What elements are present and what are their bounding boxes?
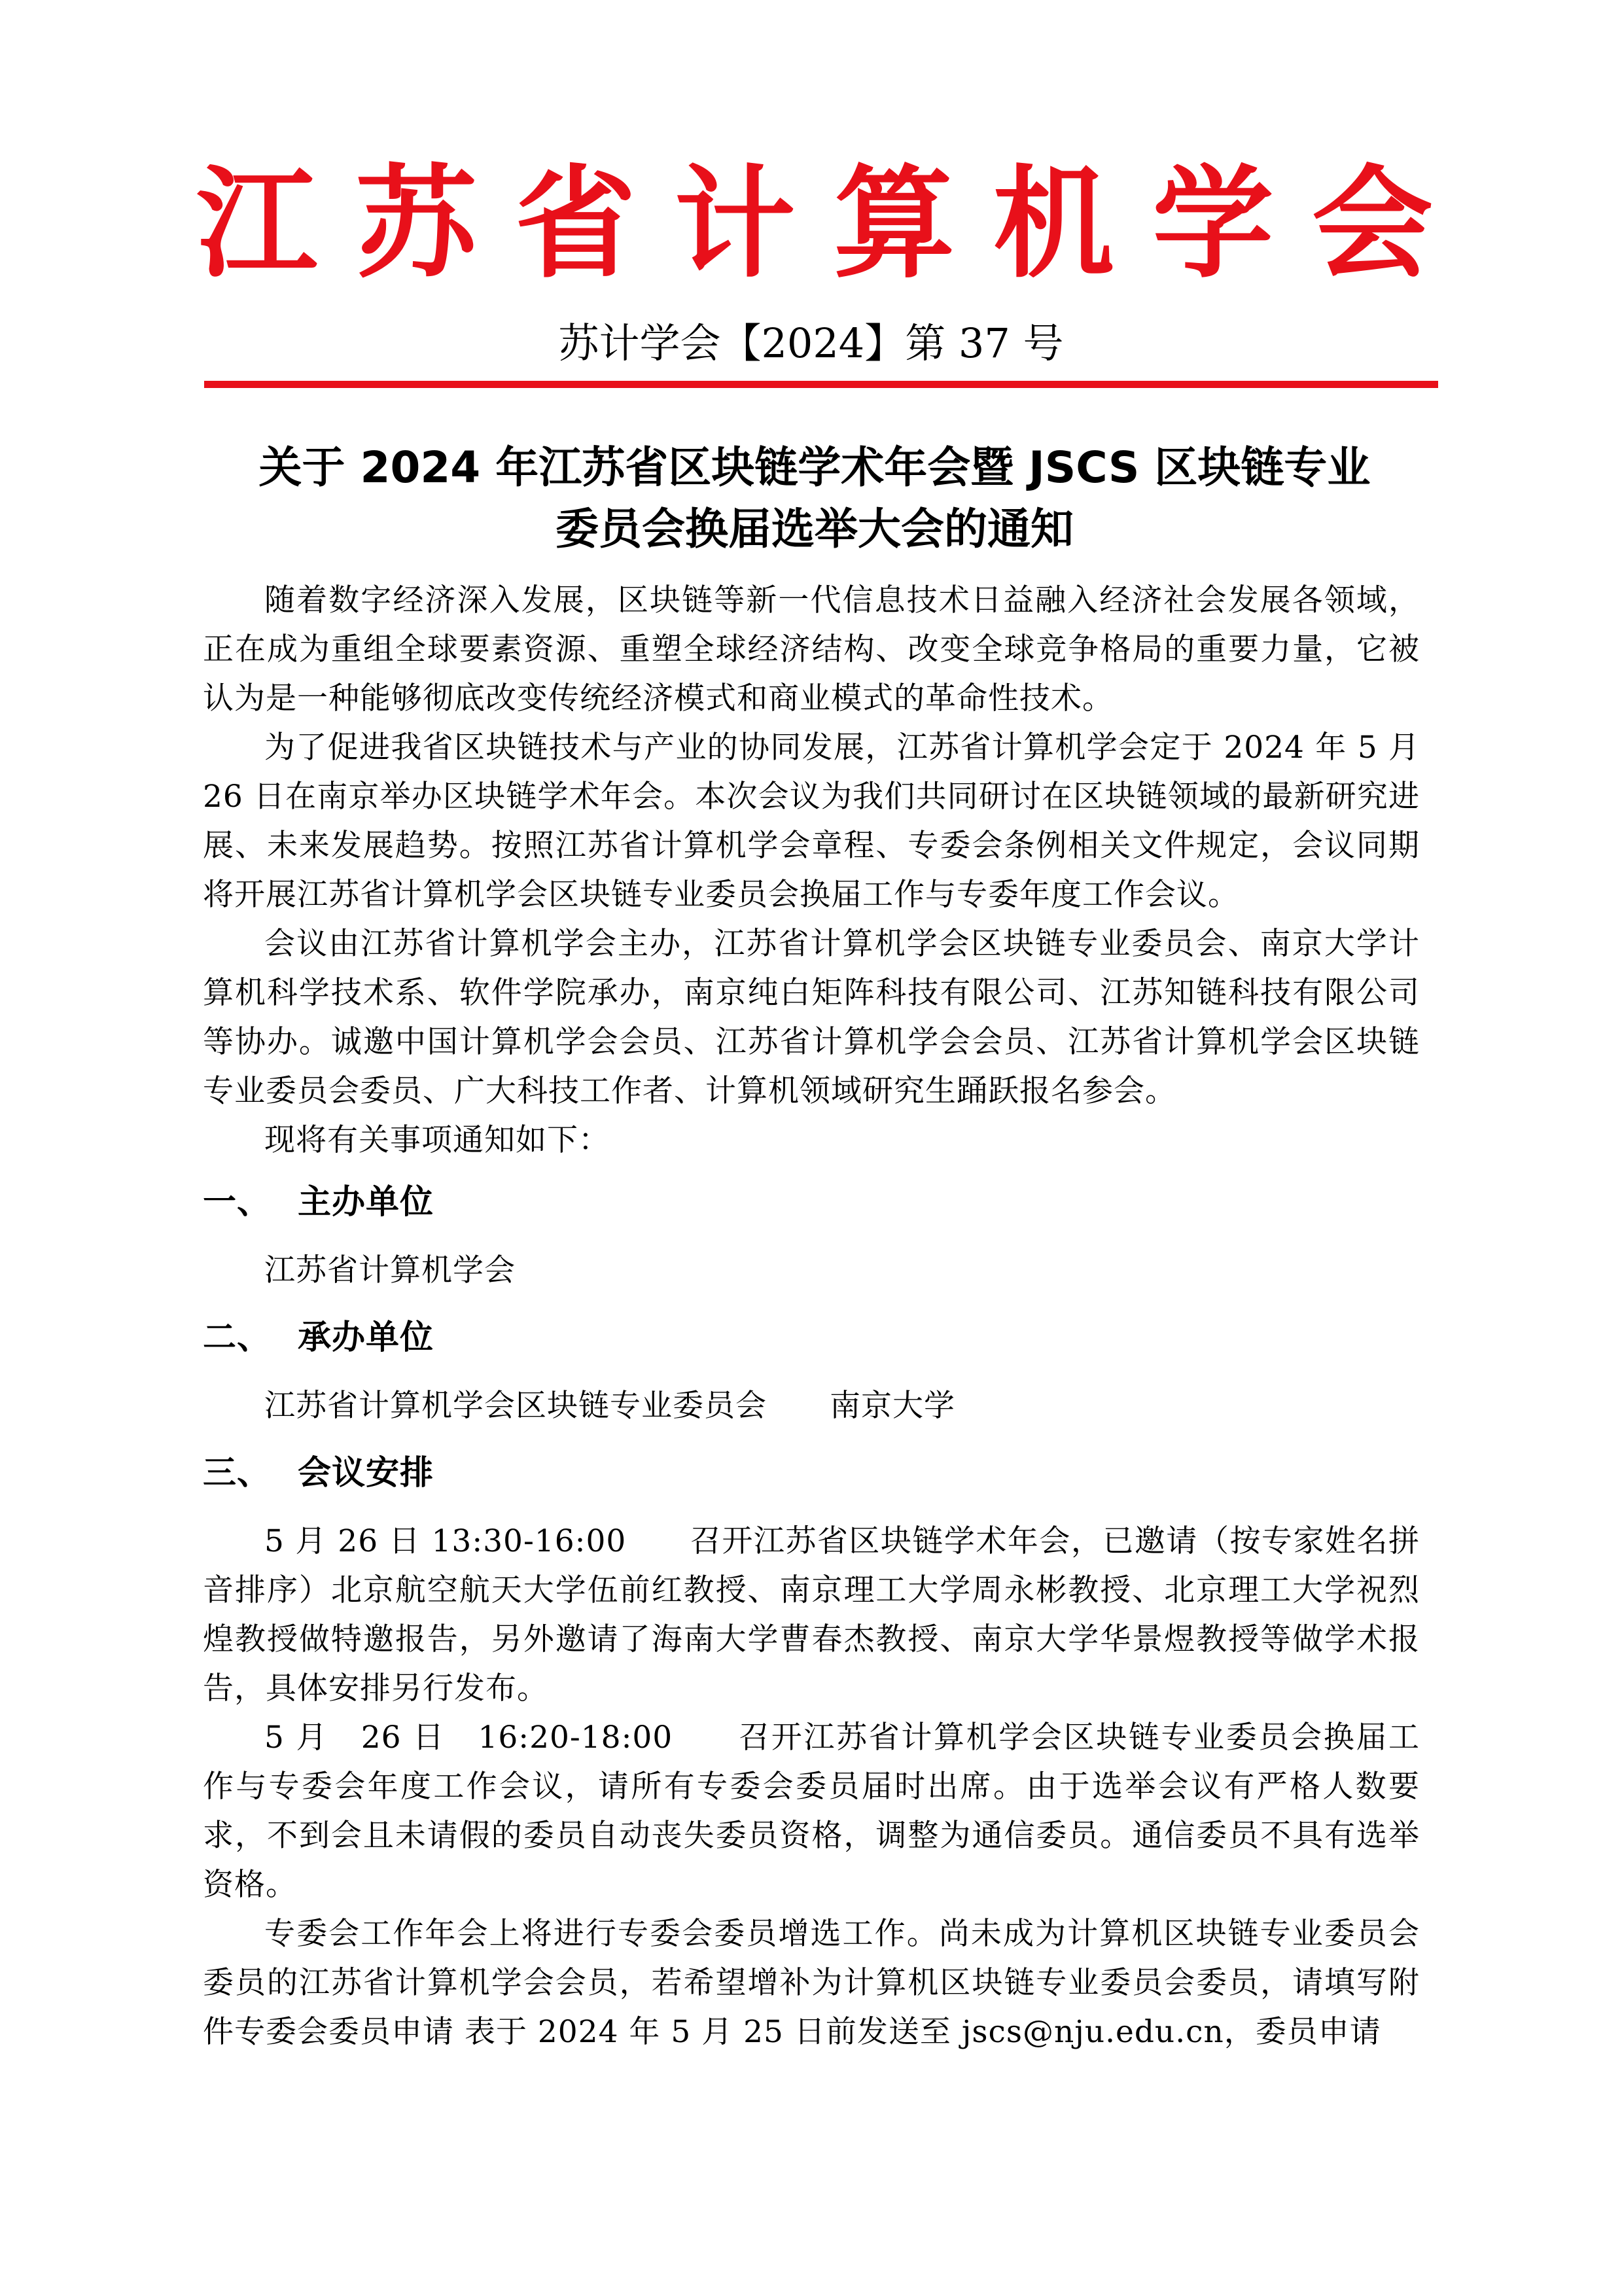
masthead-char: 机: [993, 153, 1114, 294]
paragraph: 现将有关事项通知如下：: [264, 1122, 610, 1158]
section-number: 二、: [203, 1318, 272, 1357]
section-content: 江苏省计算机学会区块链专业委员会 南京大学: [264, 1388, 955, 1424]
notice-title: [196, 437, 1433, 560]
section-number: 一、: [203, 1183, 272, 1222]
paragraph: 5 月 26 日 16:20-18:00 召开江苏省计算机学会区块链专业委员会换届工作与专委会年度工作会议，请所有专委会委员届时出席。由于选举会议有严格人数要求，不到会且未请假的委员自动丧失委员资格，调整为通信委员。通信委员不具有选举资格。: [203, 1720, 1420, 1903]
notice-body: [203, 576, 1420, 2057]
paragraph: 随着数字经济深入发展，区块链等新一代信息技术日益融入经济社会发展各领域，正在成为重组全球要素资源、重塑全球经济结构、改变全球竞争格局的重要力量，它被认为是一种能够彻底改变传统经济模式和商业模式的革命性技术。: [203, 582, 1420, 716]
section-number: 三、: [203, 1454, 272, 1492]
section-content: 江苏省计算机学会: [264, 1252, 516, 1288]
masthead-char: 江: [196, 153, 317, 294]
paragraph: 会议由江苏省计算机学会主办，江苏省计算机学会区块链专业委员会、南京大学计算机科学技术系、软件学院承办，南京纯白矩阵科技有限公司、江苏知链科技有限公司等协办。诚邀中国计算机学会会员、江苏省计算机学会会员、江苏省计算机学会区块链专业委员会委员、广大科技工作者、计算机领域研究生踊跃报名参会。: [203, 926, 1420, 1109]
masthead-char: 算: [834, 153, 955, 294]
section-title: 承办单位: [298, 1318, 434, 1357]
masthead-char: 省: [515, 153, 637, 294]
section-heading-organizer: [203, 1312, 1420, 1364]
organization-masthead: [196, 154, 1433, 294]
document-number: 苏计学会【2024】第 37 号: [558, 319, 1064, 367]
section-title: 会议安排: [298, 1454, 434, 1492]
paragraph: 专委会工作年会上将进行专委会委员增选工作。尚未成为计算机区块链专业委员会委员的江苏省计算机学会会员，若希望增补为计算机区块链专业委员会委员，请填写附件专委会委员申请 表于 2024 年 5 月 25 日前发送至 jscs@nju.edu.cn，委员申请: [203, 1916, 1420, 2050]
title-line: 关于 2024 年江苏省区块链学术年会暨 JSCS 区块链专业: [258, 442, 1371, 493]
masthead-char: 会: [1311, 153, 1433, 294]
paragraph: 为了促进我省区块链技术与产业的协同发展，江苏省计算机学会定于 2024 年 5 月 26 日在南京举办区块链学术年会。本次会议为我们共同研讨在区块链领域的最新研究进展、未来发展趋势。按照江苏省计算机学会章程、专委会条例相关文件规定，会议同期将开展江苏省计算机学会区块链专业委员会换届工作与专委年度工作会议。: [203, 730, 1420, 913]
title-line: 委员会换届选举大会的通知: [555, 504, 1074, 554]
masthead-char: 苏: [355, 153, 477, 294]
masthead-char: 计: [674, 153, 796, 294]
red-divider: [204, 381, 1438, 388]
masthead-char: 学: [1152, 153, 1274, 294]
section-title: 主办单位: [298, 1183, 434, 1222]
section-heading-schedule: [203, 1447, 1420, 1500]
section-heading-host: [203, 1176, 1420, 1229]
paragraph: 5 月 26 日 13:30-16:00 召开江苏省区块链学术年会，已邀请（按专家姓名拼音排序）北京航空航天大学伍前红教授、南京理工大学周永彬教授、北京理工大学祝烈煌教授做特邀报告，另外邀请了海南大学曹春杰教授、南京大学华景煜教授等做学术报告，具体安排另行发布。: [203, 1523, 1420, 1706]
